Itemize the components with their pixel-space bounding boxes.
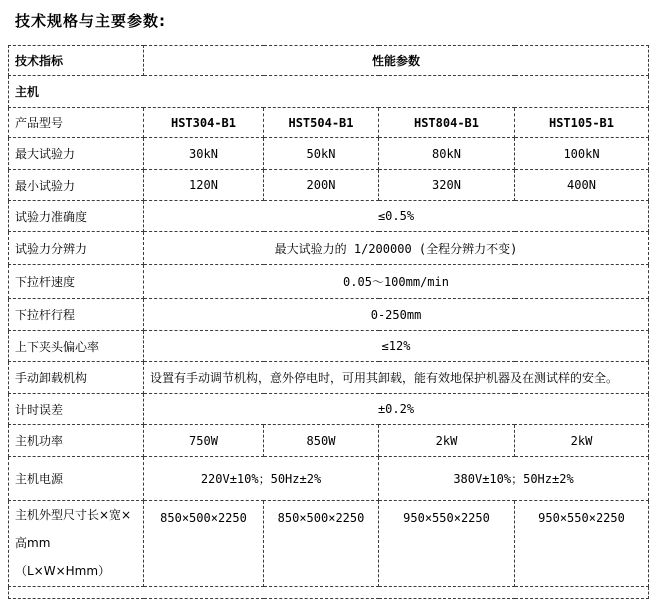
- model-cell: HST105-B1: [515, 108, 649, 138]
- value-cell-span: 220V±10%；50Hz±2%: [144, 457, 379, 501]
- row-label: 试验力准确度: [9, 201, 144, 232]
- header-indicator-cell: 技术指标: [9, 46, 144, 76]
- table-row-partial: [9, 586, 649, 598]
- row-label: 主机功率: [9, 425, 144, 457]
- value-cell: 50kN: [264, 138, 379, 170]
- value-cell: 100kN: [515, 138, 649, 170]
- empty-cell: [9, 586, 649, 598]
- row-label: 主机电源: [9, 457, 144, 501]
- value-cell-span: 最大试验力的 1/200000 (全程分辨力不变): [144, 232, 649, 265]
- row-label: 下拉杆行程: [9, 299, 144, 331]
- value-cell: 950×550×2250: [379, 501, 515, 587]
- value-cell: 850×500×2250: [144, 501, 264, 587]
- table-row-section: [9, 76, 649, 108]
- section-main-machine: 主机: [9, 76, 649, 108]
- value-cell: 2kW: [379, 425, 515, 457]
- value-cell: 320N: [379, 170, 515, 201]
- row-label: 手动卸载机构: [9, 362, 144, 394]
- model-cell: HST504-B1: [264, 108, 379, 138]
- page-title: 技术规格与主要参数:: [15, 12, 166, 30]
- row-label: 最大试验力: [9, 138, 144, 170]
- table-row-header: [9, 46, 649, 76]
- model-cell: HST804-B1: [379, 108, 515, 138]
- row-label: 下拉杆速度: [9, 265, 144, 299]
- row-label: 产品型号: [9, 108, 144, 138]
- table-row: [9, 394, 649, 425]
- value-cell-span: ±0.2%: [144, 394, 649, 425]
- table-row: [9, 201, 649, 232]
- value-cell: 200N: [264, 170, 379, 201]
- value-cell-span: 设置有手动调节机构，意外停电时，可用其卸载，能有效地保护机器及在测试样的安全。: [144, 362, 649, 394]
- value-cell-span: ≤0.5%: [144, 201, 649, 232]
- header-performance-cell: 性能参数: [144, 46, 649, 76]
- value-cell: 750W: [144, 425, 264, 457]
- table-row: [9, 170, 649, 201]
- model-cell: HST304-B1: [144, 108, 264, 138]
- table-row: [9, 362, 649, 394]
- spec-table: [8, 45, 649, 599]
- value-cell: 950×550×2250: [515, 501, 649, 587]
- table-row: [9, 232, 649, 265]
- table-row: [9, 331, 649, 362]
- table-row: [9, 501, 649, 587]
- table-row: [9, 138, 649, 170]
- row-label: 上下夹头偏心率: [9, 331, 144, 362]
- value-cell: 2kW: [515, 425, 649, 457]
- value-cell: 80kN: [379, 138, 515, 170]
- value-cell: 400N: [515, 170, 649, 201]
- value-cell-span: 380V±10%；50Hz±2%: [379, 457, 649, 501]
- value-cell: 120N: [144, 170, 264, 201]
- table-row: [9, 299, 649, 331]
- table-row: [9, 425, 649, 457]
- row-label: 主机外型尺寸长×宽×高mm（L×W×Hmm）: [9, 501, 144, 587]
- value-cell-span: 0-250mm: [144, 299, 649, 331]
- table-row: [9, 265, 649, 299]
- value-cell: 850W: [264, 425, 379, 457]
- value-cell-span: 0.05～100mm/min: [144, 265, 649, 299]
- value-cell-span: ≤12%: [144, 331, 649, 362]
- value-cell: 30kN: [144, 138, 264, 170]
- table-row: [9, 457, 649, 501]
- value-cell: 850×500×2250: [264, 501, 379, 587]
- row-label: 最小试验力: [9, 170, 144, 201]
- table-row: [9, 108, 649, 138]
- row-label: 计时误差: [9, 394, 144, 425]
- row-label: 试验力分辨力: [9, 232, 144, 265]
